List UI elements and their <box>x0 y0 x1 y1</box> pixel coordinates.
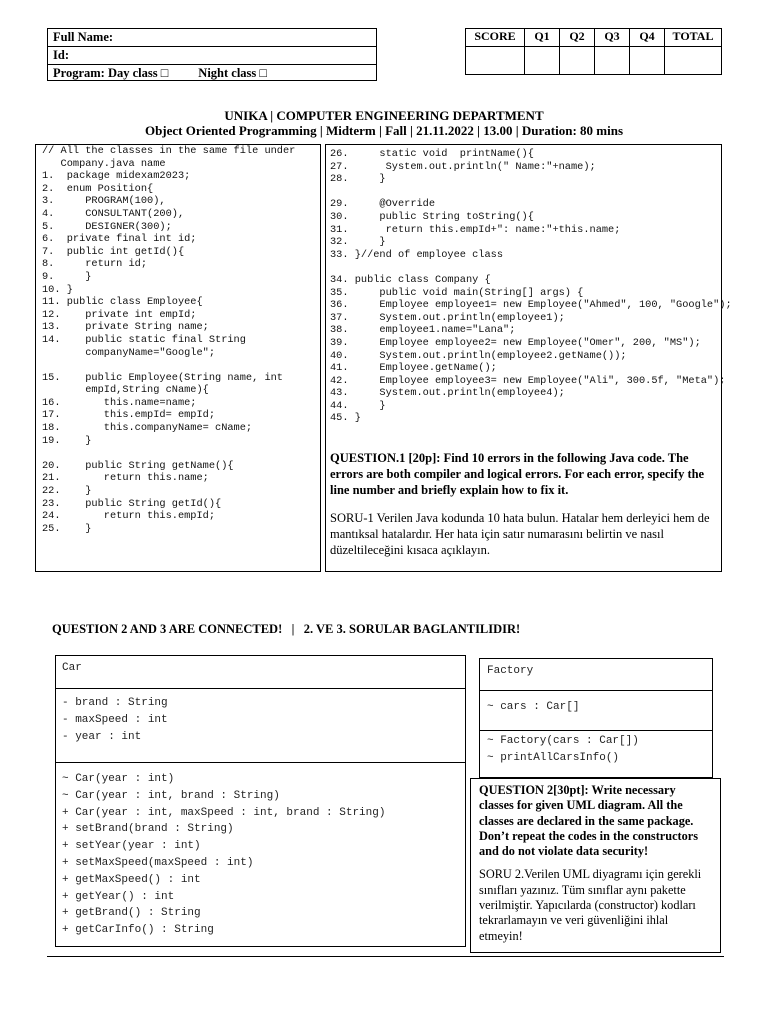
uml-method: + Car(year : int, maxSpeed : int, brand : String) <box>62 806 386 819</box>
uml-method: + setYear(year : int) <box>62 840 201 853</box>
uml-car-methods <box>56 763 465 939</box>
uml-method: + getMaxSpeed() : int <box>62 873 201 886</box>
connected-note: QUESTION 2 AND 3 ARE CONNECTED! | 2. VE 3. SORULAR BAGLANTILIDIR! <box>52 622 521 636</box>
code-left-lines <box>36 145 320 535</box>
uml-attribute: - year : int <box>62 730 142 743</box>
total-header: TOTAL <box>665 29 722 47</box>
program-label: Program: Day class □ <box>53 66 169 80</box>
question1-turkish: SORU-1 Verilen Java kodunda 10 hata bulun. Hatalar hem derleyici hem de mantıksal hatalardır. Her hata için satır numarasını belirtin ve nasıl düzeltileceğini kısaca açıklayın. <box>330 511 710 557</box>
code-line: 31. return this.empId+": name:"+this.name; <box>330 223 621 236</box>
q4-score-cell <box>630 47 665 75</box>
question1-english: QUESTION.1 [20p]: Find 10 errors in the following Java code. The errors are both compiler and logical errors. For each error, specify the line number and briefly explain how to fix it. <box>330 451 705 497</box>
uml-attribute: - brand : String <box>62 697 168 709</box>
code-line: Company.java name <box>42 157 166 170</box>
id-row <box>48 47 376 65</box>
code-line: // All the classes in the same file under <box>42 145 296 157</box>
code-line: 21. return this.name; <box>42 472 209 485</box>
code-line: 1. package midexam2023; <box>42 170 191 183</box>
code-line: 22. } <box>42 485 92 498</box>
code-line: 44. } <box>330 399 386 412</box>
uml-method: ~ Car(year : int, brand : String) <box>62 789 280 802</box>
code-line: 30. public String toString(){ <box>330 210 534 223</box>
code-line: 37. System.out.println(employee1); <box>330 311 565 324</box>
code-line <box>42 359 320 372</box>
exam-heading <box>0 108 768 138</box>
code-line: 3. PROGRAM(100), <box>42 195 166 208</box>
id-label: Id: <box>53 48 69 62</box>
code-box-right <box>325 144 732 572</box>
uml-method: + setMaxSpeed(maxSpeed : int) <box>62 856 254 869</box>
code-box-left <box>35 144 321 572</box>
q3-header: Q3 <box>595 29 630 47</box>
code-line: 4. CONSULTANT(200), <box>42 207 185 220</box>
code-line: 15. public Employee(String name, int <box>42 371 283 384</box>
q4-header: Q4 <box>630 29 665 47</box>
question2-turkish: SORU 2.Verilen UML diyagramı için gerekli sınıfları yazınız. Tüm sınıflar aynı pakette verilmiştir. Yapıcılarda (constructor) kodları tekrarlamayın ve veri güvenliğini ihlal etmeyin! <box>479 867 702 943</box>
code-line: 45. } <box>330 412 361 425</box>
code-line <box>42 447 320 460</box>
code-line: 6. private final int id; <box>42 233 197 246</box>
code-line: 41. Employee.getName(); <box>330 362 497 375</box>
q2-score-cell <box>560 47 595 75</box>
full-name-label: Full Name: <box>53 30 114 44</box>
score-table <box>465 28 722 75</box>
code-line <box>330 186 721 199</box>
code-line: 20. public String getName(){ <box>42 459 234 472</box>
code-line: 29. @Override <box>330 198 436 211</box>
uml-method: ~ printAllCarsInfo() <box>487 751 620 764</box>
code-right-lines <box>326 145 732 425</box>
bottom-divider <box>47 956 724 957</box>
uml-method: ~ Factory(cars : Car[]) <box>487 735 639 747</box>
uml-factory-name: Factory <box>480 659 712 691</box>
course-info: Object Oriented Programming | Midterm | Fall | 21.11.2022 | 13.00 | Duration: 80 mins <box>144 123 624 138</box>
department-title: UNIKA | COMPUTER ENGINEERING DEPARTMENT <box>224 108 544 123</box>
total-score-cell <box>665 47 722 75</box>
code-line: companyName="Google"; <box>42 346 216 359</box>
code-line: 23. public String getId(){ <box>42 497 222 510</box>
code-line: 33. }//end of employee class <box>330 248 504 261</box>
uml-car-class <box>55 655 466 947</box>
code-line: 42. Employee employee3= new Employee("Ali", 300.5f, "Meta"); <box>330 374 726 387</box>
code-line: 27. System.out.println(" Name:"+name); <box>330 160 596 173</box>
score-cell <box>466 47 525 75</box>
code-line: 28. } <box>330 173 386 186</box>
code-line: 7. public int getId(){ <box>42 245 185 258</box>
uml-factory-attributes <box>480 691 712 731</box>
code-line: 16. this.name=name; <box>42 396 197 409</box>
code-line: 40. System.out.println(employee2.getName()); <box>330 349 627 362</box>
code-line: 25. } <box>42 522 92 535</box>
uml-method: ~ Car(year : int) <box>62 773 175 785</box>
code-line: 24. return this.empId; <box>42 510 216 523</box>
code-line: 34. public class Company { <box>330 273 491 286</box>
code-line: 19. } <box>42 434 92 447</box>
question2-english: QUESTION 2[30pt]: Write necessary classes for given UML diagram. All the classes are declared in the same package. Don’t repeat the codes in the constructors and do not violate data security! <box>479 783 699 859</box>
code-line <box>330 261 721 274</box>
q3-score-cell <box>595 47 630 75</box>
code-line: 38. employee1.name="Lana"; <box>330 324 516 337</box>
code-line: 13. private String name; <box>42 321 209 334</box>
uml-factory-class <box>479 658 713 778</box>
uml-car-name: Car <box>56 656 465 689</box>
code-line: empId,String cName){ <box>42 384 209 397</box>
code-line: 9. } <box>42 270 92 283</box>
uml-method: + getBrand() : String <box>62 907 201 920</box>
code-line: 26. static void printName(){ <box>330 148 534 160</box>
code-line: 11. public class Employee{ <box>42 296 203 309</box>
night-class-label: Night class □ <box>198 66 267 80</box>
q1-score-cell <box>525 47 560 75</box>
q1-header: Q1 <box>525 29 560 47</box>
uml-attribute: - maxSpeed : int <box>62 713 168 726</box>
uml-car-attributes <box>56 689 465 763</box>
uml-method: + getCarInfo() : String <box>62 924 214 937</box>
code-line: 43. System.out.println(employee4); <box>330 387 565 400</box>
code-line: 8. return id; <box>42 258 148 271</box>
code-line: 10. } <box>42 283 73 296</box>
code-line: 18. this.companyName= cName; <box>42 422 253 435</box>
score-header: SCORE <box>466 29 525 47</box>
question2-box <box>470 778 721 953</box>
uml-attribute: ~ cars : Car[] <box>487 701 580 713</box>
student-info-box <box>47 28 377 81</box>
uml-method: + setBrand(brand : String) <box>62 823 234 836</box>
full-name-row <box>48 29 376 47</box>
program-row <box>48 65 376 82</box>
code-line: 2. enum Position{ <box>42 182 154 195</box>
code-line: 17. this.empId= empId; <box>42 409 216 422</box>
uml-method: + getYear() : int <box>62 890 175 903</box>
code-line: 39. Employee employee2= new Employee("Omer", 200, "MS"); <box>330 336 701 349</box>
code-line: 35. public void main(String[] args) { <box>330 286 584 299</box>
q2-header: Q2 <box>560 29 595 47</box>
uml-factory-methods <box>480 731 712 767</box>
code-line: 14. public static final String <box>42 333 246 346</box>
code-line: 5. DESIGNER(300); <box>42 220 172 233</box>
code-line: 12. private int empId; <box>42 308 197 321</box>
code-line: 36. Employee employee1= new Employee("Ahmed", 100, "Google"); <box>330 299 732 312</box>
code-line: 32. } <box>330 236 386 249</box>
